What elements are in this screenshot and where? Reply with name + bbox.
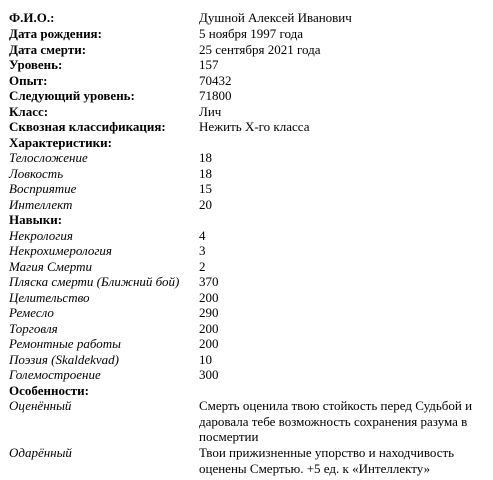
skill-value: 300: [199, 367, 219, 382]
stat-label: Ловкость: [9, 166, 64, 181]
skill-label: Ремесло: [9, 305, 54, 320]
skill-row: [0, 321, 493, 337]
stat-value: 20: [199, 197, 212, 212]
skill-label: Целительство: [9, 290, 90, 305]
skill-row: [0, 352, 493, 368]
row-birth-date: [0, 26, 493, 42]
row-death-date: [0, 42, 493, 58]
skill-row: [0, 336, 493, 352]
stat-value: 15: [199, 181, 212, 196]
skill-row: [0, 290, 493, 306]
section-heading: Характеристики:: [9, 135, 112, 150]
field-label: Дата рождения:: [9, 26, 102, 41]
field-label: Класс:: [9, 104, 49, 119]
field-value: 157: [199, 57, 219, 72]
row-experience: [0, 73, 493, 89]
skill-label: Големостроение: [9, 367, 101, 382]
skills-heading-row: [0, 212, 493, 228]
skill-value: 370: [199, 274, 219, 289]
row-level: [0, 57, 493, 73]
field-value: 5 ноября 1997 года: [199, 26, 304, 41]
field-label: Сквозная классификация:: [9, 119, 166, 134]
feature-row: [0, 398, 493, 446]
field-value: Нежить X-го класса: [199, 119, 310, 134]
section-heading: Навыки:: [9, 212, 63, 227]
field-label: Следующий уровень:: [9, 88, 135, 103]
skill-value: 10: [199, 352, 212, 367]
field-value: Душной Алексей Иванович: [199, 10, 352, 25]
stat-value: 18: [199, 166, 212, 181]
stat-row: [0, 181, 493, 197]
skill-label: Ремонтные работы: [9, 336, 121, 351]
section-heading: Особенности:: [9, 383, 89, 398]
feature-description: Твои прижизненные упорство и находчивость оценены Смертью. +5 ед. к «Интеллекту»: [199, 445, 455, 476]
row-class: [0, 104, 493, 120]
skill-row: [0, 367, 493, 383]
feature-label: Одарённый: [9, 445, 72, 460]
field-value: Лич: [199, 104, 222, 119]
characteristics-heading-row: [0, 135, 493, 151]
feature-label: Оценённый: [9, 398, 72, 413]
skill-value: 200: [199, 321, 219, 336]
skill-row: [0, 259, 493, 275]
stat-value: 18: [199, 150, 212, 165]
skill-value: 290: [199, 305, 219, 320]
field-label: Уровень:: [9, 57, 63, 72]
skill-value: 200: [199, 336, 219, 351]
field-label: Дата смерти:: [9, 42, 87, 57]
skill-label: Торговля: [9, 321, 58, 336]
skill-value: 2: [199, 259, 206, 274]
skill-value: 4: [199, 228, 206, 243]
skill-row: [0, 243, 493, 259]
stat-row: [0, 197, 493, 213]
skill-label: Некрохимерология: [9, 243, 112, 258]
stat-row: [0, 166, 493, 182]
skill-label: Пляска смерти (Ближний бой): [9, 274, 180, 289]
field-value: 70432: [199, 73, 232, 88]
stat-label: Телосложение: [9, 150, 88, 165]
field-value: 25 сентября 2021 года: [199, 42, 321, 57]
feature-row: [0, 445, 493, 477]
skill-value: 200: [199, 290, 219, 305]
skill-label: Поэзия (Skaldekvad): [9, 352, 119, 367]
skill-row: [0, 305, 493, 321]
features-heading-row: [0, 383, 493, 399]
skill-row: [0, 228, 493, 244]
skill-label: Магия Смерти: [9, 259, 92, 274]
field-label: Ф.И.О.:: [9, 10, 55, 25]
row-classification: [0, 119, 493, 135]
field-value: 71800: [199, 88, 232, 103]
stat-label: Восприятие: [9, 181, 77, 196]
row-full-name: [0, 10, 493, 26]
field-label: Опыт:: [9, 73, 48, 88]
feature-description: Смерть оценила твою стойкость перед Судьбой и даровала тебе возможность сохранения разума в посмертии: [199, 398, 473, 444]
stat-row: [0, 150, 493, 166]
row-next-level: [0, 88, 493, 104]
stat-label: Интеллект: [9, 197, 73, 212]
skill-value: 3: [199, 243, 206, 258]
skill-label: Некрология: [9, 228, 73, 243]
skill-row: [0, 274, 493, 290]
